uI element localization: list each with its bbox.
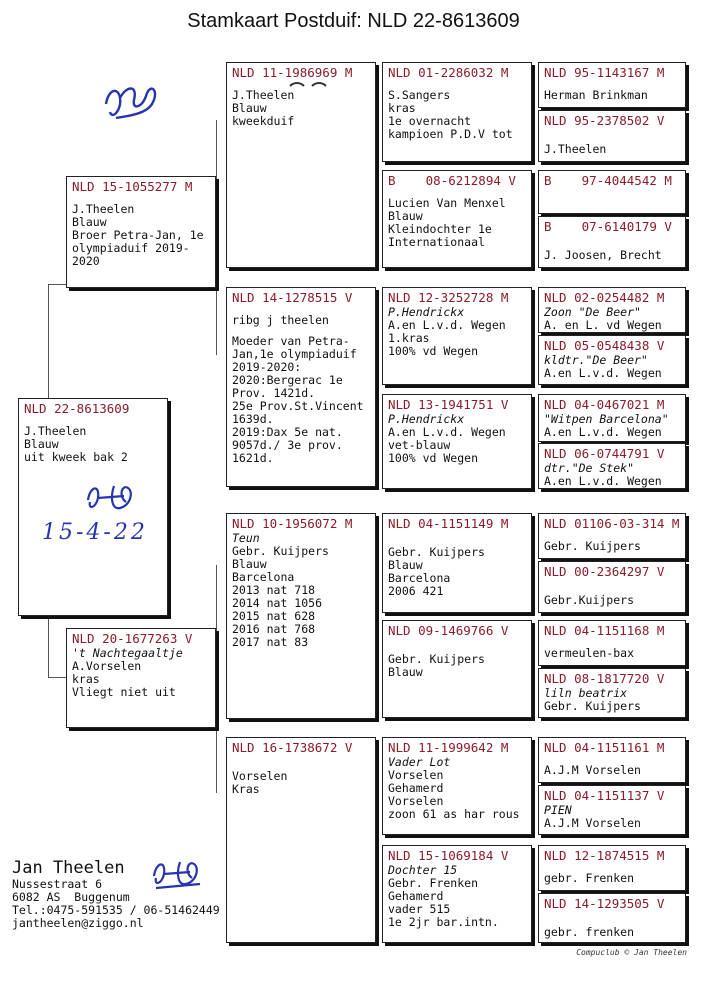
- g5-ring: NLD 04-1151149 M: [388, 516, 509, 531]
- g8-ring: NLD 15-1069184 V: [388, 848, 509, 863]
- g1-line: 1e overnacht kampioen P.D.V tot: [388, 114, 513, 141]
- g5-line: 2006 421: [388, 584, 444, 598]
- ggg-card: [538, 668, 686, 718]
- ggg-card: [538, 443, 686, 489]
- g6-line: Gebr. Kuijpers: [388, 652, 485, 666]
- mf-line: Gebr. Kuijpers: [232, 544, 329, 558]
- g6-card: [382, 620, 532, 718]
- ggg-card: [538, 893, 686, 943]
- g2-ring: B 08-6212894 V: [388, 173, 516, 188]
- g4-line: A.en L.v.d. Wegen: [388, 425, 506, 439]
- mm-ring: NLD 16-1738672 V: [232, 740, 353, 755]
- g3-line: A.en L.v.d. Wegen: [388, 318, 506, 332]
- ggg-line: gebr. Frenken: [544, 871, 635, 885]
- ggg-line: Gebr. Kuijpers: [544, 539, 641, 553]
- signature-bottom: [150, 854, 210, 894]
- g7-line: Vorselen: [388, 768, 444, 782]
- ggg-card: [538, 785, 686, 835]
- page-title: Stamkaart Postduif: NLD 22-8613609: [187, 10, 520, 32]
- g4-line: vet-blauw: [388, 438, 451, 452]
- mm-line: Vorselen: [232, 769, 288, 783]
- g8-line: Gehamerd: [388, 889, 444, 903]
- g7-line: Vader Lot: [388, 755, 451, 769]
- main-line: Blauw: [24, 437, 59, 451]
- g4-line: 100% vd Wegen: [388, 451, 479, 465]
- ggg-line: A.en L.v.d. Wegen: [544, 474, 662, 488]
- ggg-card: [538, 287, 686, 333]
- mf-line: Barcelona: [232, 570, 295, 584]
- fm-line: 2019:Dax 5e nat. 9057d./ 3e prov. 1621d.: [232, 425, 343, 465]
- signature-main: [84, 478, 144, 518]
- ggg-ring: NLD 04-1151137 V: [544, 788, 665, 803]
- breeder-email: jantheelen@ziggo.nl: [12, 916, 144, 930]
- g2-line: Kleindochter 1e Internationaal: [388, 222, 492, 249]
- mf-line: 2014 nat 1056: [232, 596, 323, 610]
- footer-credit: Compuclub © Jan Theelen: [576, 948, 687, 957]
- g3-card: [382, 287, 532, 385]
- g3-line: 100% vd Wegen: [388, 344, 479, 358]
- main-ring: NLD 22-8613609: [24, 401, 130, 416]
- ggg-card: [538, 513, 686, 559]
- ggg-line: Zoon "De Beer": [544, 305, 641, 319]
- ggg-ring: NLD 00-2364297 V: [544, 564, 665, 579]
- mother-ring: NLD 20-1677263 V: [72, 631, 193, 646]
- g7-card: [382, 737, 532, 835]
- ggg-line: Gebr.Kuijpers: [544, 593, 635, 607]
- main-line: uit kweek bak 2: [24, 450, 128, 464]
- g3-ring: NLD 12-3252728 M: [388, 290, 509, 305]
- fm-line: 2020:Bergerac 1e Prov. 1421d.: [232, 373, 343, 400]
- ggg-line: J. Joosen, Brecht: [544, 248, 662, 262]
- ggg-card: [538, 845, 686, 891]
- ggg-ring: NLD 06-0744791 V: [544, 446, 665, 461]
- ggg-line: dtr."De Stek": [544, 461, 635, 475]
- ff-line: J.Theelen: [232, 88, 295, 102]
- mother-line: kras: [72, 672, 100, 686]
- breeder-name: Jan Theelen: [12, 858, 125, 878]
- g8-line: Dochter 15: [388, 863, 458, 877]
- g1-line: S.Sangers: [388, 88, 451, 102]
- ggg-line: Herman Brinkman: [544, 88, 648, 102]
- mother-line: A.Vorselen: [72, 659, 142, 673]
- fm-line: Moeder van Petra-Jan,1e olympiaduif 2019-2020:: [232, 334, 357, 374]
- ggg-card: [538, 394, 686, 442]
- g7-line: Gehamerd: [388, 781, 444, 795]
- g4-ring: NLD 13-1941751 V: [388, 397, 509, 412]
- ggg-line: A.en L.v.d. Wegen: [544, 425, 662, 439]
- father-line: Blauw: [72, 215, 107, 229]
- ff-line: kweekduif: [232, 114, 295, 128]
- ggg-ring: NLD 08-1817720 V: [544, 671, 665, 686]
- g4-line: P.Hendrickx: [388, 412, 465, 426]
- ggg-card: [538, 561, 686, 613]
- fm-line: 25e Prov.St.Vincent 1639d.: [232, 399, 364, 426]
- ggg-line: Gebr. Kuijpers: [544, 699, 641, 713]
- ggg-line: A.en L.v.d. Wegen: [544, 366, 662, 380]
- breeder-city: 6082 AS Buggenum: [12, 890, 130, 904]
- breeder-address: Nussestraat 6: [12, 877, 103, 891]
- mother-line: Vliegt niet uit: [72, 685, 176, 699]
- g6-ring: NLD 09-1469766 V: [388, 623, 509, 638]
- mf-line: 2013 nat 718: [232, 583, 316, 597]
- mother-line: 't Nachtegaaltje: [72, 646, 183, 660]
- g3-line: 1.kras: [388, 331, 430, 345]
- fm-ring: NLD 14-1278515 V: [232, 290, 353, 305]
- signature-top: [98, 76, 168, 126]
- mf-ring: NLD 10-1956072 M: [232, 516, 353, 531]
- ggg-ring: NLD 12-1874515 M: [544, 848, 665, 863]
- g5-line: Blauw: [388, 558, 423, 572]
- mf-line: Blauw: [232, 557, 267, 571]
- ggg-ring: NLD 04-1151168 M: [544, 623, 665, 638]
- g5-line: Barcelona: [388, 571, 451, 585]
- eyes-mark: [288, 80, 328, 92]
- mm-line: Kras: [232, 782, 260, 796]
- ff-line: Blauw: [232, 101, 267, 115]
- g6-line: Blauw: [388, 665, 423, 679]
- g7-line: zoon 61 as har rous: [388, 807, 520, 821]
- ggg-line: PIEN: [544, 803, 572, 817]
- ggg-card: [538, 110, 686, 162]
- mf-line: Teun: [232, 531, 260, 545]
- g8-line: Gebr. Frenken: [388, 876, 479, 890]
- mf-card: [226, 513, 376, 719]
- g2-line: Blauw: [388, 209, 423, 223]
- ggg-ring: B 07-6140179 V: [544, 219, 672, 234]
- g8-line: 1e 2jr bar.intn.: [388, 915, 499, 929]
- g7-ring: NLD 11-1999642 M: [388, 740, 509, 755]
- ggg-ring: NLD 04-1151161 M: [544, 740, 665, 755]
- ggg-line: "Witpen Barcelona": [544, 412, 669, 426]
- g8-line: vader 515: [388, 902, 451, 916]
- g8-card: [382, 845, 532, 943]
- g5-line: Gebr. Kuijpers: [388, 545, 485, 559]
- ggg-card: [538, 216, 686, 268]
- g5-card: [382, 513, 532, 613]
- father-line: J.Theelen: [72, 202, 135, 216]
- g4-card: [382, 394, 532, 489]
- mf-line: 2017 nat 83: [232, 635, 309, 649]
- ggg-line: A. en L. vd Wegen: [544, 318, 662, 332]
- ggg-line: J.Theelen: [544, 142, 607, 156]
- ggg-card: [538, 62, 686, 108]
- father-ring: NLD 15-1055277 M: [72, 179, 193, 194]
- breeder-phone: Tel.:0475-591535 / 06-51462449: [12, 903, 220, 917]
- ggg-line: vermeulen-bax: [544, 646, 635, 660]
- ggg-card: [538, 737, 686, 783]
- ggg-ring: NLD 95-2378502 V: [544, 113, 665, 128]
- ggg-line: liln beatrix: [544, 686, 628, 700]
- ggg-line: A.J.M Vorselen: [544, 763, 641, 777]
- mm-card: [226, 737, 376, 943]
- ggg-line: gebr. frenken: [544, 925, 635, 939]
- g2-line: Lucien Van Menxel: [388, 196, 506, 210]
- fm-card: [226, 287, 376, 487]
- ff-card: [226, 62, 376, 268]
- ggg-card: [538, 335, 686, 385]
- ggg-ring: NLD 01106-03-314 M: [544, 516, 680, 531]
- g7-line: Vorselen: [388, 794, 444, 808]
- ggg-ring: NLD 14-1293505 V: [544, 896, 665, 911]
- ggg-card: [538, 170, 686, 214]
- g1-ring: NLD 01-2286032 M: [388, 65, 509, 80]
- main-line: J.Theelen: [24, 424, 87, 438]
- ggg-line: A.J.M Vorselen: [544, 816, 641, 830]
- ggg-ring: NLD 02-0254482 M: [544, 290, 665, 305]
- mother-card: [66, 628, 216, 728]
- ggg-card: [538, 620, 686, 666]
- handwritten-date: 15-4-22: [42, 520, 148, 545]
- father-card: [66, 176, 216, 288]
- ggg-ring: NLD 04-0467021 M: [544, 397, 665, 412]
- fm-line: ribg j theelen: [232, 313, 329, 327]
- ggg-ring: B 97-4044542 M: [544, 173, 672, 188]
- g1-line: kras: [388, 101, 416, 115]
- ggg-ring: NLD 95-1143167 M: [544, 65, 665, 80]
- ff-ring: NLD 11-1986969 M: [232, 65, 353, 80]
- ggg-ring: NLD 05-0548438 V: [544, 338, 665, 353]
- ggg-line: kldtr."De Beer": [544, 353, 648, 367]
- g1-card: [382, 62, 532, 162]
- mf-line: 2015 nat 628: [232, 609, 316, 623]
- g2-card: [382, 170, 532, 268]
- father-line: Broer Petra-Jan, 1e olympiaduif 2019-2020: [72, 228, 204, 268]
- mf-line: 2016 nat 768: [232, 622, 316, 636]
- g3-line: P.Hendrickx: [388, 305, 465, 319]
